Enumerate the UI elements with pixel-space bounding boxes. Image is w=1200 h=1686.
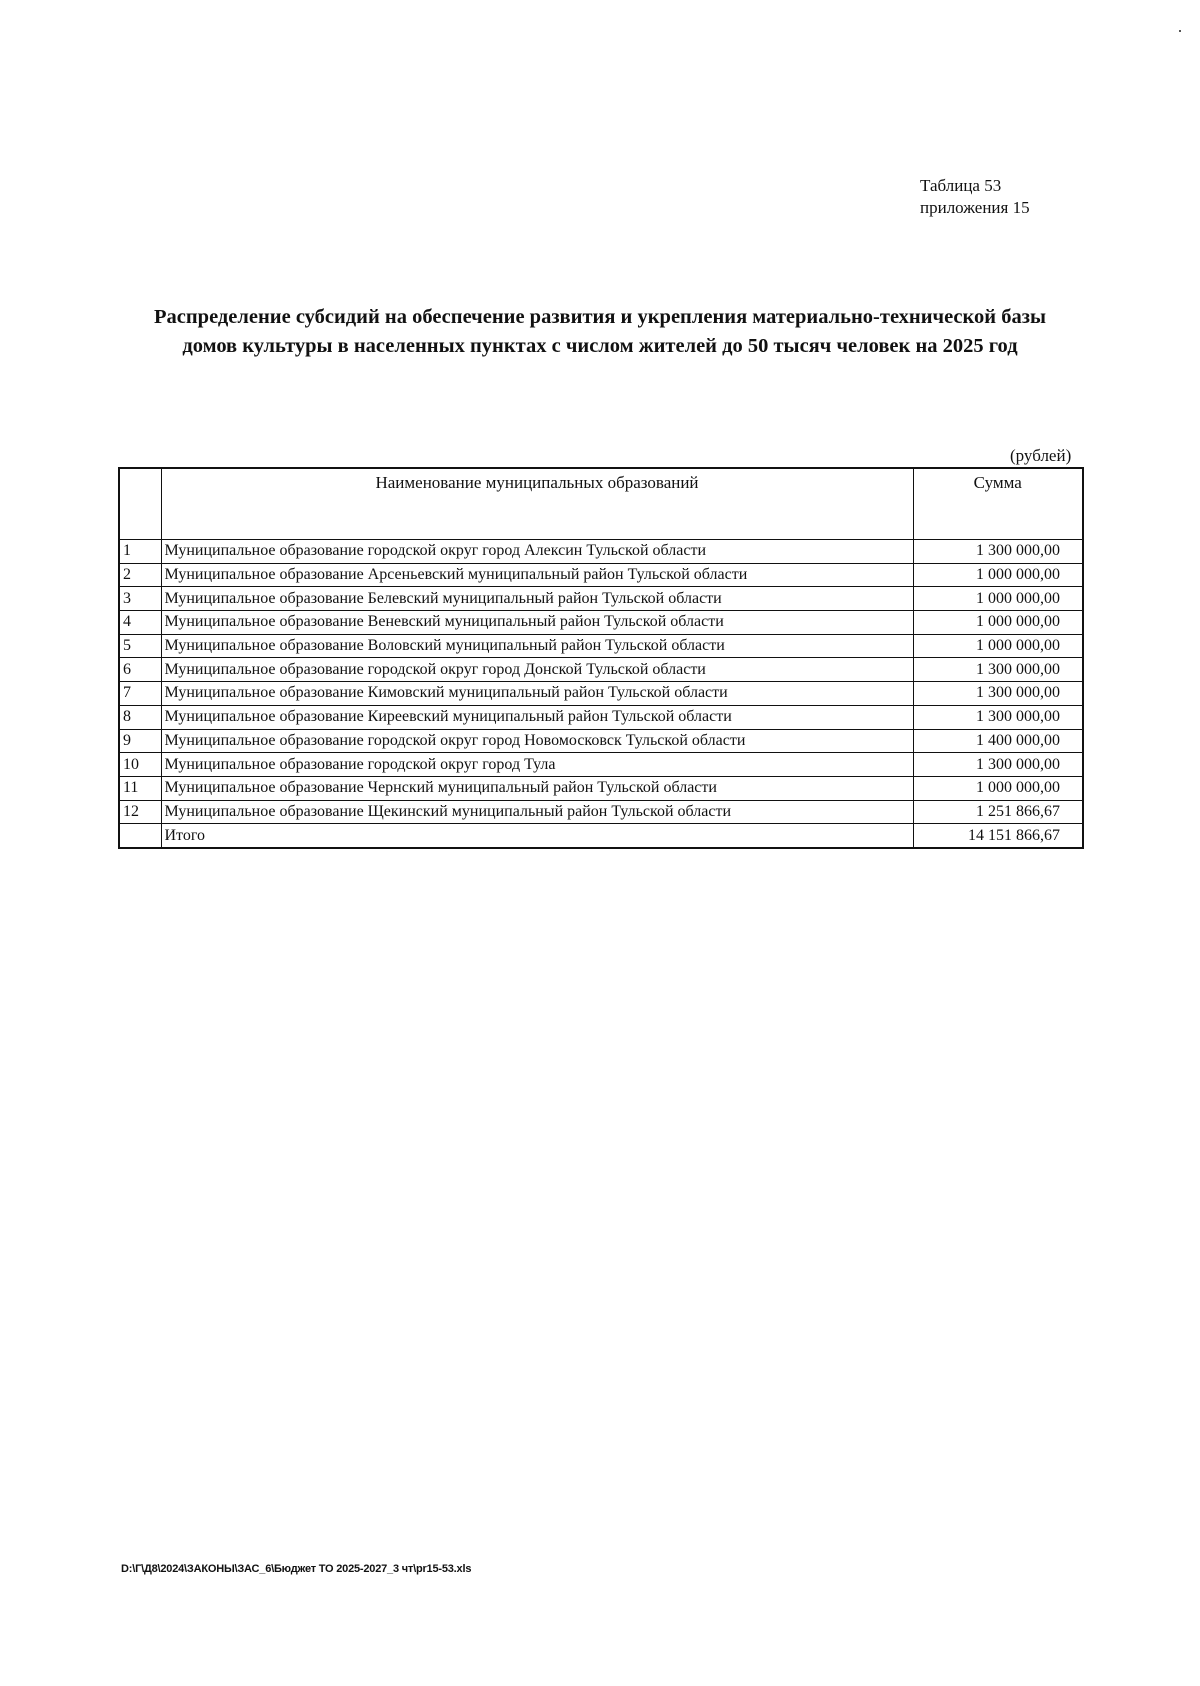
- subsidy-amount: 1 000 000,00: [913, 611, 1083, 635]
- table-row: [119, 776, 1083, 800]
- row-number: 1: [119, 540, 161, 564]
- subsidy-amount: 1 300 000,00: [913, 658, 1083, 682]
- row-number: 9: [119, 729, 161, 753]
- title-line-1: Распределение субсидий на обеспечение развития и укрепления материально-технической базы: [153, 306, 1046, 328]
- table-row: [119, 800, 1083, 824]
- subsidy-amount: 1 300 000,00: [913, 753, 1083, 777]
- table-row: [119, 705, 1083, 729]
- table-row: [119, 563, 1083, 587]
- table-row: [119, 658, 1083, 682]
- column-header-number: [119, 468, 161, 540]
- row-number: 4: [119, 611, 161, 635]
- total-amount: 14 151 866,67: [913, 824, 1083, 848]
- row-number: 8: [119, 705, 161, 729]
- municipality-name: Муниципальное образование городской округ город Новомосковск Тульской области: [161, 729, 913, 753]
- municipality-name: Муниципальное образование Веневский муниципальный район Тульской области: [161, 611, 913, 635]
- row-number: 12: [119, 800, 161, 824]
- table-reference: [920, 175, 1030, 219]
- municipality-name: Муниципальное образование Воловский муниципальный район Тульской области: [161, 634, 913, 658]
- municipality-name: Муниципальное образование Чернский муниципальный район Тульской области: [161, 776, 913, 800]
- table-row: [119, 634, 1083, 658]
- file-path: D:\Г\Д8\2024\ЗАКОНЫ\ЗАС_6\Бюджет ТО 2025-2027_3 чт\pr15-53.xls: [121, 1563, 472, 1575]
- municipality-name: Муниципальное образование Киреевский муниципальный район Тульской области: [161, 705, 913, 729]
- total-label: Итого: [161, 824, 913, 848]
- table-body: [119, 540, 1083, 848]
- title-line-2: домов культуры в населенных пунктах с числом жителей до 50 тысяч человек на 2025 год: [182, 335, 1018, 357]
- row-number: 10: [119, 753, 161, 777]
- table-row: [119, 729, 1083, 753]
- subsidy-amount: 1 000 000,00: [913, 587, 1083, 611]
- table-number: Таблица 53: [920, 176, 1002, 195]
- document-title: [110, 303, 1090, 361]
- column-header-name: Наименование муниципальных образований: [161, 468, 913, 540]
- subsidy-amount: 1 400 000,00: [913, 729, 1083, 753]
- municipality-name: Муниципальное образование Арсеньевский муниципальный район Тульской области: [161, 563, 913, 587]
- column-header-amount: Сумма: [913, 468, 1083, 540]
- row-number: 11: [119, 776, 161, 800]
- subsidy-amount: 1 000 000,00: [913, 563, 1083, 587]
- subsidy-amount: 1 000 000,00: [913, 634, 1083, 658]
- row-number: 5: [119, 634, 161, 658]
- municipality-name: Муниципальное образование городской округ город Тула: [161, 753, 913, 777]
- row-number: 3: [119, 587, 161, 611]
- subsidy-amount: 1 300 000,00: [913, 705, 1083, 729]
- total-number: [119, 824, 161, 848]
- subsidy-amount: 1 000 000,00: [913, 776, 1083, 800]
- table-row: [119, 587, 1083, 611]
- table-header-row: [119, 468, 1083, 540]
- subsidies-table: [118, 467, 1084, 849]
- subsidy-amount: 1 300 000,00: [913, 682, 1083, 706]
- row-number: 6: [119, 658, 161, 682]
- table-row: [119, 540, 1083, 564]
- table-row: [119, 682, 1083, 706]
- municipality-name: Муниципальное образование Щекинский муниципальный район Тульской области: [161, 800, 913, 824]
- municipality-name: Муниципальное образование городской округ город Алексин Тульской области: [161, 540, 913, 564]
- row-number: 2: [119, 563, 161, 587]
- appendix-reference: приложения 15: [920, 198, 1030, 217]
- table-row: [119, 753, 1083, 777]
- scan-speck: [1179, 30, 1181, 32]
- units-label: (рублей): [1010, 446, 1072, 465]
- municipality-name: Муниципальное образование городской округ город Донской Тульской области: [161, 658, 913, 682]
- municipality-name: Муниципальное образование Кимовский муниципальный район Тульской области: [161, 682, 913, 706]
- municipality-name: Муниципальное образование Белевский муниципальный район Тульской области: [161, 587, 913, 611]
- subsidy-amount: 1 300 000,00: [913, 540, 1083, 564]
- table-row: [119, 611, 1083, 635]
- subsidy-amount: 1 251 866,67: [913, 800, 1083, 824]
- row-number: 7: [119, 682, 161, 706]
- total-row: [119, 824, 1083, 848]
